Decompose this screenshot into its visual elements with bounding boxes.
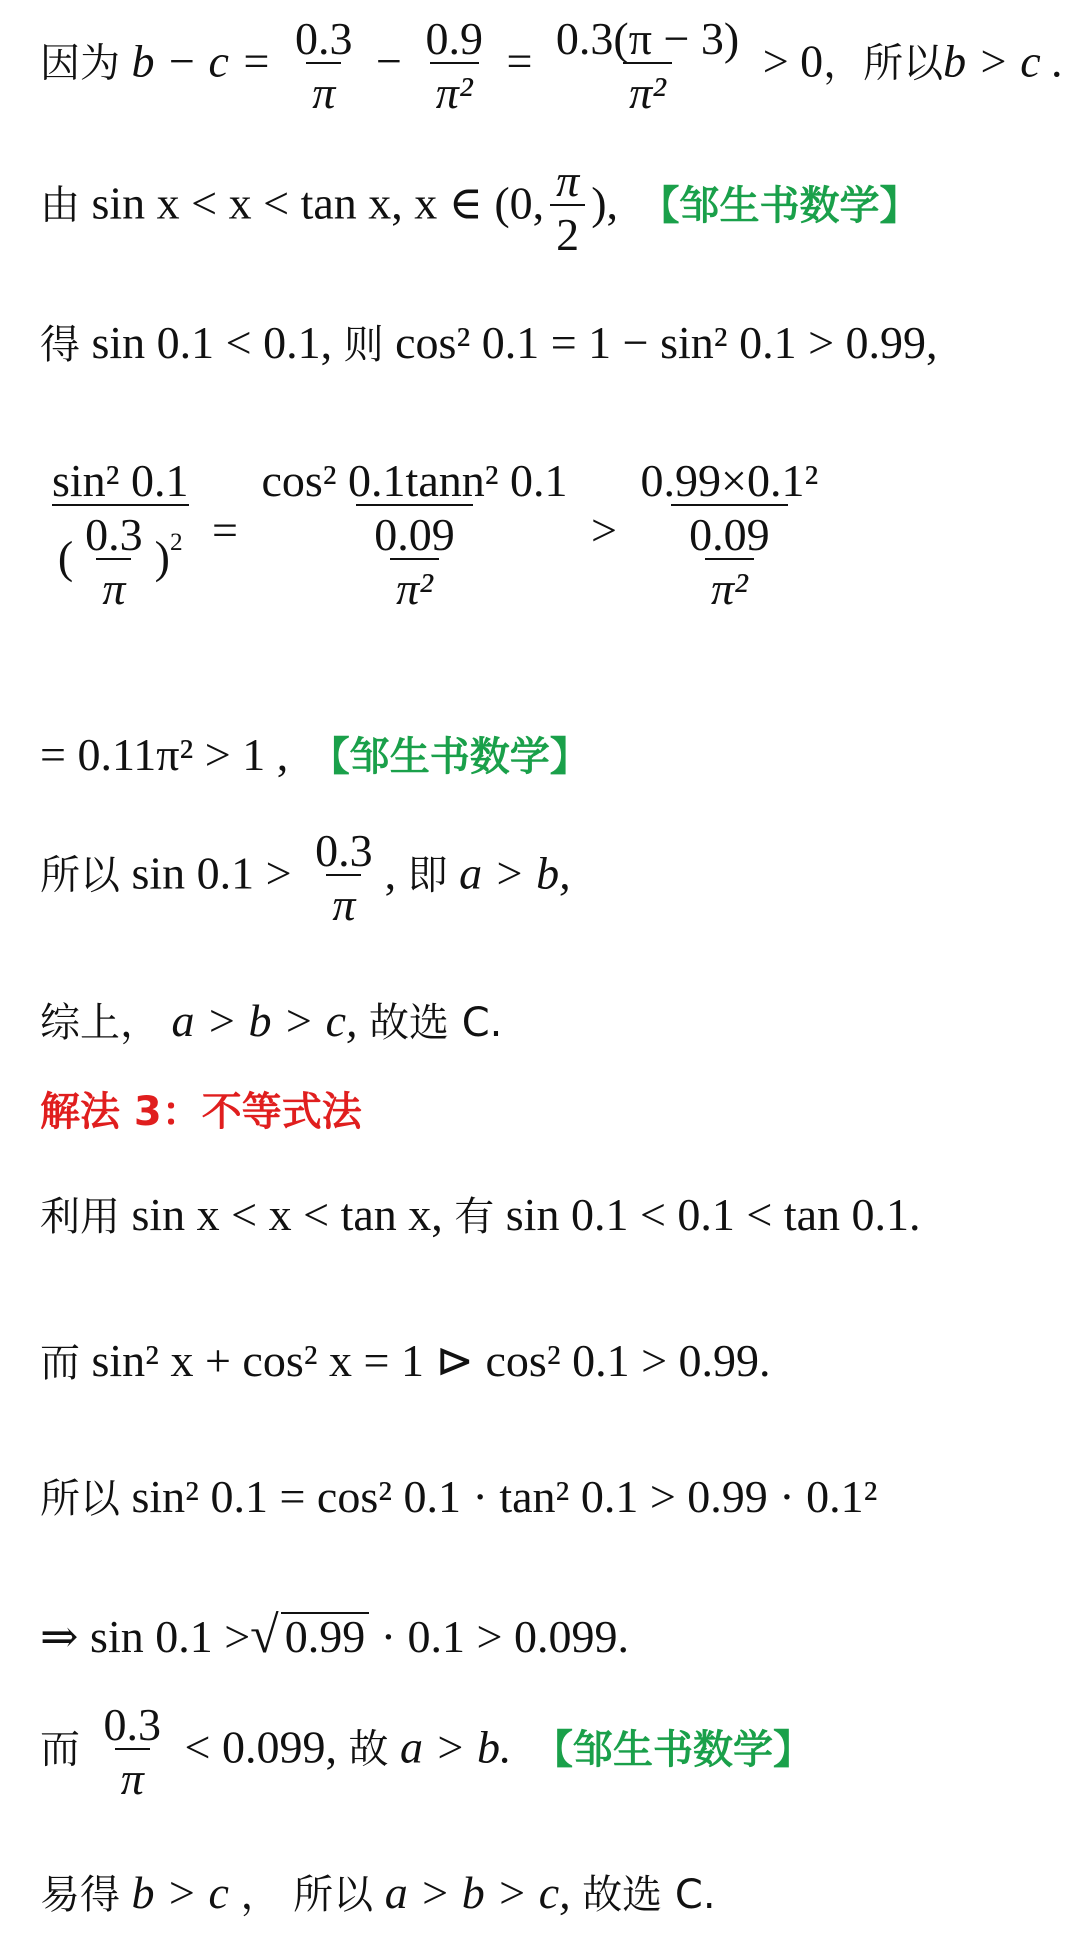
- fraction: [635, 455, 825, 614]
- text: 所以: [40, 852, 120, 899]
- math: sin² 0.1 = cos² 0.1 · tan² 0.1 > 0.99 · 0.1²: [131, 1471, 878, 1522]
- denominator: π: [306, 62, 341, 116]
- text: 而: [40, 1340, 80, 1386]
- math: =: [211, 504, 238, 556]
- text: 故选 C.: [582, 1872, 716, 1918]
- math: sin² x + cos² x = 1 ⊳ cos² 0.1 > 0.99.: [91, 1335, 771, 1386]
- math: cos² 0.1 = 1 − sin² 0.1 > 0.99,: [395, 317, 938, 368]
- math: a > b > c,: [384, 1867, 571, 1918]
- line-11: [40, 1607, 629, 1664]
- math: ⇒ sin 0.1 >: [40, 1611, 251, 1662]
- inner-fraction: [683, 509, 776, 614]
- math: sin 0.1 < 0.1 < tan 0.1.: [505, 1189, 921, 1240]
- text: 因为: [40, 40, 120, 87]
- text: 而: [40, 1726, 80, 1773]
- math: =: [506, 35, 533, 87]
- math: b > c: [131, 1867, 229, 1918]
- text: 故: [348, 1726, 389, 1773]
- denominator: π: [96, 558, 131, 612]
- sqrt-symbol: √: [250, 1607, 279, 1664]
- math: sin 0.1 >: [131, 847, 292, 899]
- math: = 0.11π² > 1 ,: [40, 729, 289, 780]
- numerator: 0.09: [689, 509, 770, 560]
- text: 由: [40, 182, 80, 229]
- line-12: [40, 1699, 813, 1804]
- fraction: [98, 1699, 168, 1804]
- inner-fraction: [79, 509, 149, 614]
- fraction: [309, 825, 379, 930]
- line-3: [40, 317, 938, 368]
- math: a > b.: [399, 1721, 512, 1773]
- math: b − c =: [131, 35, 272, 87]
- fraction: [419, 13, 489, 118]
- text: 易得: [40, 1872, 120, 1918]
- line-13: [40, 1867, 716, 1918]
- numerator: 0.09: [374, 509, 455, 560]
- denominator: 2: [550, 204, 585, 258]
- numerator: 0.9: [425, 13, 483, 64]
- line-8: [40, 1189, 921, 1240]
- denominator: π²: [623, 62, 672, 116]
- inner-fraction: [368, 509, 461, 614]
- denominator: [356, 504, 473, 612]
- text: 利用: [40, 1194, 120, 1240]
- text: 即: [407, 852, 448, 899]
- math: b > c .: [943, 35, 1064, 87]
- numerator: 0.3(π − 3): [555, 13, 740, 64]
- denominator: π: [326, 874, 361, 928]
- denominator: π²: [390, 558, 439, 612]
- text: 综上，: [40, 1000, 160, 1046]
- line-9: [40, 1335, 771, 1386]
- math: · 0.1 > 0.099.: [380, 1611, 629, 1662]
- text: 有: [454, 1194, 495, 1240]
- radicand: 0.99: [281, 1612, 370, 1660]
- numerator: 0.3: [295, 13, 353, 64]
- denominator: π²: [430, 62, 479, 116]
- text: 所以: [40, 1476, 120, 1522]
- numerator: 0.3: [103, 1699, 161, 1750]
- math: −: [376, 35, 402, 87]
- math: a > b > c,: [171, 995, 358, 1046]
- denominator: [671, 504, 788, 612]
- text: 得: [40, 322, 80, 368]
- math: sin x < x < tan x,: [131, 1189, 443, 1240]
- line-10: [40, 1471, 878, 1522]
- text: 故选 C.: [369, 1000, 503, 1046]
- math: a > b,: [459, 847, 571, 899]
- numerator: sin² 0.1: [52, 455, 189, 506]
- numerator: cos² 0.1tann² 0.1: [261, 455, 568, 506]
- math: < 0.099,: [184, 1721, 337, 1773]
- numerator: 0.99×0.1²: [640, 455, 819, 506]
- line-7: [40, 995, 503, 1046]
- math: > 0: [762, 35, 824, 87]
- math: sin 0.1 < 0.1,: [91, 317, 333, 368]
- denominator: π²: [705, 558, 754, 612]
- fraction: [550, 13, 745, 118]
- line-4: [40, 455, 830, 614]
- section-heading: 解法 3：不等式法: [40, 1089, 362, 1135]
- numerator: 0.3: [315, 825, 373, 876]
- denominator: π: [115, 1748, 150, 1802]
- line-1: [40, 13, 1064, 118]
- text: ，所以: [823, 40, 944, 87]
- brand-watermark: 【邹生书数学】: [309, 734, 590, 780]
- fraction: [550, 155, 585, 260]
- numerator: π: [556, 155, 580, 206]
- math: ,: [384, 847, 397, 899]
- denominator: ( $\frac{0.3}{\pi}$ )$^2$: [52, 504, 189, 612]
- line-6: [40, 825, 571, 930]
- text: 则: [343, 322, 384, 368]
- brand-watermark: 【邹生书数学】: [639, 182, 920, 229]
- fraction: [46, 455, 194, 614]
- line-5: [40, 729, 590, 780]
- fraction: [255, 455, 573, 614]
- line-2: [40, 155, 920, 260]
- math: ),: [591, 177, 619, 229]
- math: >: [591, 504, 617, 556]
- fraction: [289, 13, 359, 118]
- math: sin x < x < tan x, x ∈ (0,: [91, 177, 545, 229]
- numerator: 0.3: [85, 509, 143, 560]
- brand-watermark: 【邹生书数学】: [533, 1726, 813, 1773]
- text: ， 所以: [240, 1872, 374, 1918]
